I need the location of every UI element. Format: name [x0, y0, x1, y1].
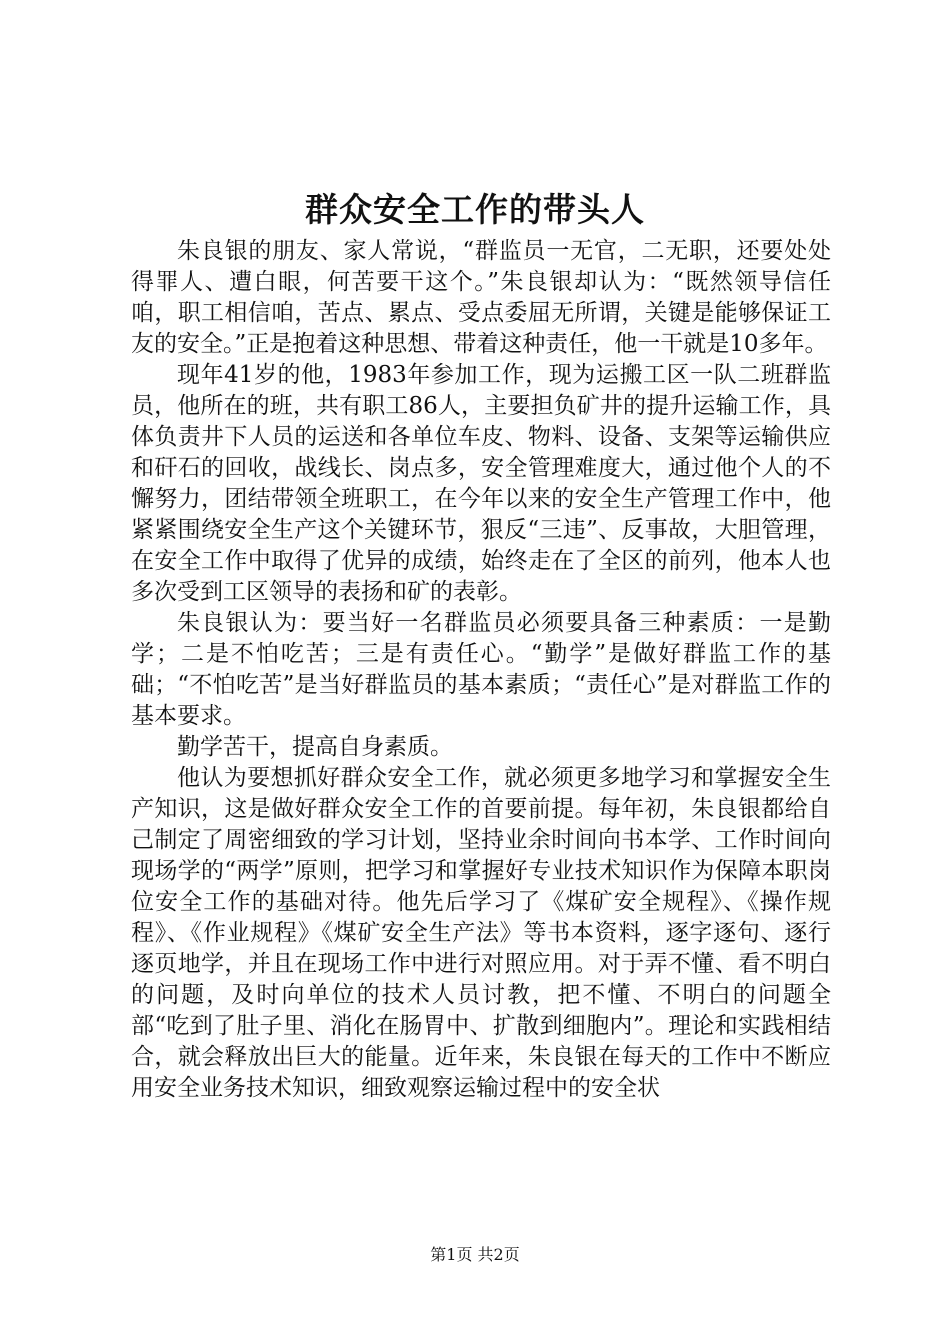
paragraph: 朱良银的朋友、家人常说，“群监员一无官，二无职，还要处处得罪人、遭白眼，何苦要干这个。”朱良银却认为：“既然领导信任咱，职工相信咱，苦点、累点、受点委屈无所谓，关键是能够保证工友的安全。”正是抱着这种思想、带着这种责任，他一干就是10多年。 — [131, 238, 831, 357]
paragraph: 现年41岁的他，1983年参加工作，现为运搬工区一队二班群监员，他所在的班，共有职工86人，主要担负矿井的提升运输工作，具体负责井下人员的运送和各单位车皮、物料、设备、支架等运输供应和矸石的回收，战线长、岗点多，安全管理难度大，通过他个人的不懈努力，团结带领全班职工，在今年以来的安全生产管理工作中，他紧紧围绕安全生产这个关键环节，狠反“三违”、反事故，大胆管理，在安全工作中取得了优异的成绩，始终走在了全区的前列，他本人也多次受到工区领导的表扬和矿的表彰。 — [131, 362, 831, 605]
paragraph: 他认为要想抓好群众安全工作，就必须更多地学习和掌握安全生产知识，这是做好群众安全工作的首要前提。每年初，朱良银都给自己制定了周密细致的学习计划，坚持业余时间向书本学、工作时间向现场学的“两学”原则，把学习和掌握好专业技术知识作为保障本职岗位安全工作的基础对待。他先后学习了《煤矿安全规程》、《操作规程》、《作业规程》《煤矿安全生产法》等书本资料，逐字逐句、逐行逐页地学，并且在现场工作中进行对照应用。对于弄不懂、看不明白的问题，及时向单位的技术人员讨教，把不懂、不明白的问题全部“吃到了肚子里、消化在肠胃中、扩散到细胞内”。理论和实践相结合，就会释放出巨大的能量。近年来，朱良银在每天的工作中不断应用安全业务技术知识，细致观察运输过程中的安全状 — [131, 765, 831, 1101]
paragraph: 勤学苦干，提高自身素质。 — [177, 734, 453, 760]
document-body — [131, 236, 831, 1104]
page-footer: 第1页 共2页 — [430, 1245, 520, 1264]
document-title: 群众安全工作的带头人 — [305, 190, 645, 229]
paragraph: 朱良银认为：要当好一名群监员必须要具备三种素质：一是勤学；二是不怕吃苦；三是有责任心。“勤学”是做好群监工作的基础；“不怕吃苦”是当好群监员的基本素质；“责任心”是对群监工作的基本要求。 — [131, 610, 831, 729]
